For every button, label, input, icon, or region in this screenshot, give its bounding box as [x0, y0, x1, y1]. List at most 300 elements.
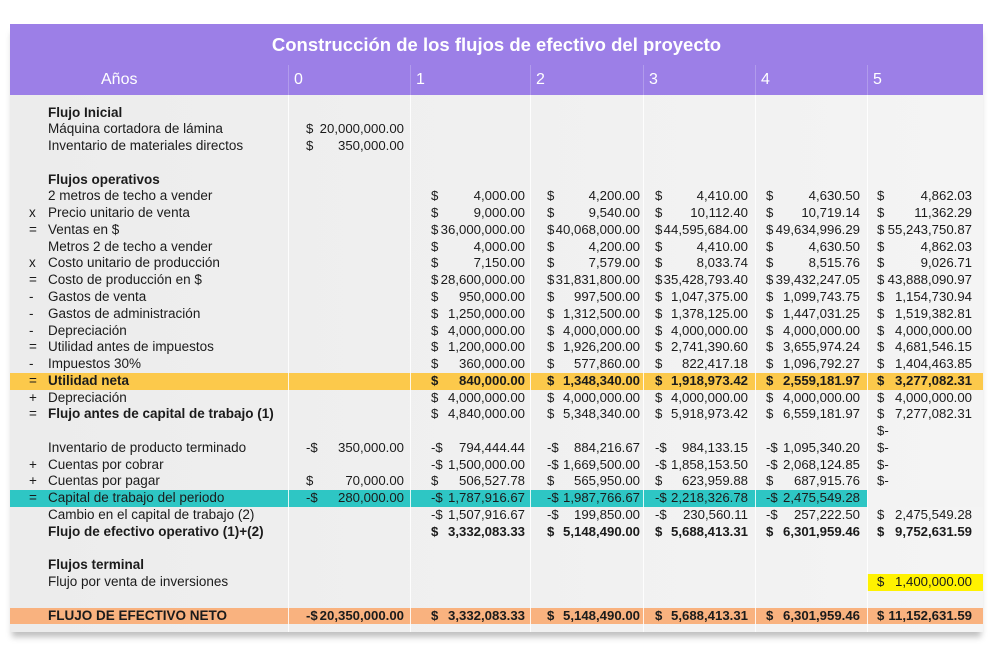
table-body [10, 95, 983, 632]
currency-sign: $ [766, 372, 774, 388]
currency-sign: -$ [655, 506, 667, 522]
cell-value: 4,000,000.00 [562, 322, 640, 338]
cell-year-2 [530, 255, 643, 272]
year-header-1: 1 [410, 65, 530, 95]
row-operator: + [29, 389, 37, 405]
currency-sign: $ [547, 339, 555, 355]
cell-year-1 [410, 323, 530, 340]
cell-value: 28,600,000.00 [440, 272, 525, 288]
cell-value: 4,000,000.00 [447, 389, 525, 405]
cell-value: 794,444.44 [458, 439, 525, 455]
cell-value: 4,000,000.00 [782, 322, 860, 338]
table-row [10, 172, 983, 189]
cell-value: 506,527.78 [458, 473, 525, 489]
cell-year-3 [643, 239, 755, 256]
cell-year-0 [288, 121, 410, 138]
cell-value: 11,152,631.59 [888, 607, 972, 623]
currency-sign: $ [431, 356, 439, 372]
cell-value: 1,095,340.20 [782, 439, 860, 455]
cell-year-3 [643, 121, 755, 138]
cell-value: 4,200.00 [588, 188, 640, 204]
cell-value: 1,669,500.00 [562, 456, 640, 472]
cell-year-2 [530, 356, 643, 373]
currency-sign: $ [547, 188, 555, 204]
currency-sign: $ [547, 238, 555, 254]
cell-value: 1,926,200.00 [562, 339, 640, 355]
cell-value: 7,579.00 [588, 255, 640, 271]
cell-value: 4,000,000.00 [670, 389, 748, 405]
row-label: Gastos de administración [48, 305, 201, 321]
cell-year-4 [755, 188, 867, 205]
cell-year-3 [643, 574, 755, 591]
cell-value: 39,432,247.05 [775, 272, 860, 288]
cell-value: 2,475,549.28 [894, 506, 972, 522]
cell-year-2 [530, 507, 643, 524]
row-label: Ventas en $ [48, 221, 120, 237]
currency-sign: -$ [766, 506, 778, 522]
currency-sign: $ [766, 322, 774, 338]
row-label: Flujos operativos [48, 171, 160, 187]
row-label-cell [10, 155, 288, 172]
cell-year-4 [755, 524, 867, 541]
cell-year-0 [288, 541, 410, 558]
row-label: Depreciación [48, 389, 127, 405]
row-label-cell [10, 172, 288, 189]
row-label-cell [10, 507, 288, 524]
cell-year-1 [410, 541, 530, 558]
cell-year-3 [643, 255, 755, 272]
cell-value: 5,148,490.00 [562, 607, 640, 623]
cell-value: 44,595,684.00 [663, 221, 748, 237]
currency-sign: $ [547, 406, 555, 422]
currency-sign: $ [431, 339, 439, 355]
row-label: Cuentas por pagar [48, 473, 160, 489]
cell-value: 1,200,000.00 [447, 339, 525, 355]
row-label-cell [10, 289, 288, 306]
currency-sign: $ [877, 305, 885, 321]
cell-year-4 [755, 490, 867, 507]
row-label: Gastos de venta [48, 289, 147, 305]
cell-value: 4,000,000.00 [782, 389, 860, 405]
cell-year-2 [530, 457, 643, 474]
cell-year-2 [530, 490, 643, 507]
cell-year-0 [288, 222, 410, 239]
currency-sign: $ [431, 188, 439, 204]
row-label: Capital de trabajo del periodo [48, 490, 225, 506]
currency-sign: $ [877, 389, 885, 405]
row-operator: x [29, 205, 36, 221]
cell-year-3 [643, 608, 755, 625]
currency-sign: -$ [431, 506, 443, 522]
cell-year-3 [643, 205, 755, 222]
row-label: Utilidad neta [48, 372, 130, 388]
row-label: Flujo antes de capital de trabajo (1) [48, 406, 274, 422]
cell-value: 822,417.18 [681, 356, 748, 372]
row-label: Cambio en el capital de trabajo (2) [48, 506, 255, 522]
currency-sign: -$ [655, 456, 667, 472]
cell-value: 9,000.00 [473, 205, 525, 221]
cell-year-1 [410, 121, 530, 138]
cell-year-2 [530, 390, 643, 407]
cell-year-2 [530, 541, 643, 558]
cell-year-3 [643, 473, 755, 490]
currency-sign: -$ [306, 490, 318, 506]
cell-value: 1,787,916.67 [447, 490, 525, 506]
cell-value: 20,350,000.00 [319, 607, 404, 623]
cell-year-0 [288, 557, 410, 574]
currency-sign: -$ [306, 439, 318, 455]
cell-year-3 [643, 373, 755, 390]
row-label: Flujo Inicial [48, 104, 123, 120]
row-operator: - [29, 289, 34, 305]
cell-value: 40,068,000.00 [555, 221, 640, 237]
cell-year-5 [867, 557, 983, 574]
table-row [10, 574, 983, 591]
cell-year-5 [867, 121, 983, 138]
cell-year-5 [867, 490, 983, 507]
cell-year-5 [867, 524, 983, 541]
cell-year-0 [288, 272, 410, 289]
cell-value: 35,428,793.40 [663, 272, 748, 288]
currency-sign: -$ [547, 490, 559, 506]
currency-sign: $ [877, 506, 885, 522]
table-row-spacer [10, 155, 983, 172]
cell-value: 3,332,083.33 [447, 607, 525, 623]
table-row [10, 490, 983, 507]
cell-value: 1,378,125.00 [670, 305, 748, 321]
cell-year-3 [643, 457, 755, 474]
cell-year-5 [867, 541, 983, 558]
table-row [10, 272, 983, 289]
cell-year-4 [755, 541, 867, 558]
table-row [10, 406, 983, 423]
cell-value: 3,655,974.24 [782, 339, 860, 355]
cell-value: 577,860.00 [573, 356, 640, 372]
cell-year-3 [643, 557, 755, 574]
cell-year-2 [530, 339, 643, 356]
currency-sign: $ [766, 205, 774, 221]
table-row [10, 188, 983, 205]
cell-value: 9,540.00 [588, 205, 640, 221]
cell-year-4 [755, 406, 867, 423]
cell-value: 565,950.00 [573, 473, 640, 489]
cell-year-0 [288, 172, 410, 189]
cell-value: 1,987,766.67 [562, 490, 640, 506]
currency-sign: $ [766, 607, 774, 623]
column-divider [755, 95, 756, 632]
cell-year-0 [288, 138, 410, 155]
cell-year-0 [288, 507, 410, 524]
row-label-cell [10, 323, 288, 340]
cell-year-4 [755, 440, 867, 457]
cell-value: 5,918,973.42 [670, 406, 748, 422]
row-label: Depreciación [48, 322, 127, 338]
row-label: Impuestos 30% [48, 356, 142, 372]
cell-year-3 [643, 339, 755, 356]
table-row [10, 423, 983, 440]
cell-year-1 [410, 105, 530, 122]
currency-sign: $ [431, 473, 439, 489]
row-operator: = [29, 221, 37, 237]
row-operator: x [29, 255, 36, 271]
table-row [10, 373, 983, 390]
cell-year-5 [867, 373, 983, 390]
cell-value: 1,400,000.00 [894, 574, 972, 590]
table-row [10, 608, 983, 625]
cell-value: 4,000,000.00 [670, 322, 748, 338]
cell-year-5 [867, 440, 983, 457]
cell-year-5 [867, 507, 983, 524]
currency-sign: $ [877, 188, 885, 204]
row-label-cell [10, 423, 288, 440]
cell-year-2 [530, 323, 643, 340]
cell-value: 257,222.50 [793, 506, 860, 522]
cell-year-1 [410, 608, 530, 625]
currency-sign: $ [877, 406, 885, 422]
cell-year-2 [530, 557, 643, 574]
cell-year-0 [288, 323, 410, 340]
cell-value: 199,850.00 [573, 506, 640, 522]
table-title: Construcción de los flujos de efectivo del proyecto [10, 24, 983, 65]
currency-sign: -$ [431, 490, 443, 506]
cell-value: 1,918,973.42 [670, 372, 748, 388]
cell-year-1 [410, 205, 530, 222]
cell-year-2 [530, 289, 643, 306]
table-row [10, 356, 983, 373]
row-label-cell [10, 339, 288, 356]
cell-value: 2,741,390.60 [670, 339, 748, 355]
currency-sign: $ [547, 389, 555, 405]
cell-year-5 [867, 172, 983, 189]
table-row [10, 105, 983, 122]
currency-sign: $ [431, 289, 439, 305]
row-label-cell [10, 390, 288, 407]
cell-year-2 [530, 121, 643, 138]
cell-year-2 [530, 239, 643, 256]
cell-value: 8,033.74 [696, 255, 748, 271]
table-row-spacer [10, 591, 983, 608]
cell-year-0 [288, 188, 410, 205]
cell-value: 3,277,082.31 [894, 372, 972, 388]
cell-year-4 [755, 356, 867, 373]
cell-year-0 [288, 524, 410, 541]
table-row [10, 138, 983, 155]
cell-year-0 [288, 255, 410, 272]
row-label-cell [10, 138, 288, 155]
currency-sign: $- [877, 473, 889, 489]
currency-sign: $ [547, 523, 555, 539]
cell-year-0 [288, 490, 410, 507]
table-row [10, 507, 983, 524]
cell-year-5 [867, 289, 983, 306]
currency-sign: $ [877, 289, 885, 305]
column-divider [643, 95, 644, 632]
cell-value: 10,112.40 [690, 205, 748, 221]
table-row [10, 255, 983, 272]
cell-value: 4,000.00 [473, 188, 525, 204]
currency-sign: $ [431, 372, 439, 388]
cell-year-2 [530, 138, 643, 155]
cell-value: 4,862.03 [920, 238, 972, 254]
cell-value: 4,630.50 [808, 238, 860, 254]
cell-value: 984,133.15 [681, 439, 748, 455]
cell-year-2 [530, 608, 643, 625]
row-label: Inventario de materiales directos [48, 138, 244, 154]
currency-sign: $ [766, 473, 774, 489]
currency-sign: $ [766, 305, 774, 321]
cell-year-4 [755, 339, 867, 356]
cell-year-1 [410, 574, 530, 591]
cell-year-5 [867, 390, 983, 407]
cell-year-2 [530, 188, 643, 205]
cell-value: 4,862.03 [920, 188, 972, 204]
cell-year-2 [530, 272, 643, 289]
currency-sign: $ [431, 305, 439, 321]
table-row [10, 524, 983, 541]
cell-value: 997,500.00 [573, 289, 640, 305]
currency-sign: $ [431, 221, 439, 237]
cell-value: 2,068,124.85 [782, 456, 860, 472]
currency-sign: $ [766, 389, 774, 405]
currency-sign: $ [547, 372, 555, 388]
cell-value: 5,348,340.00 [562, 406, 640, 422]
cell-value: 350,000.00 [337, 439, 404, 455]
row-label: 2 metros de techo a vender [48, 188, 213, 204]
currency-sign: $ [431, 607, 439, 623]
cell-value: 1,099,743.75 [782, 289, 860, 305]
cell-value: 70,000.00 [345, 473, 404, 489]
cell-year-1 [410, 591, 530, 608]
row-operator: = [29, 372, 37, 388]
currency-sign: $ [655, 356, 663, 372]
cell-year-0 [288, 339, 410, 356]
cell-value: 4,000,000.00 [447, 322, 525, 338]
table-row [10, 289, 983, 306]
cell-year-1 [410, 188, 530, 205]
cell-year-2 [530, 205, 643, 222]
currency-sign: $ [766, 339, 774, 355]
row-label-cell [10, 373, 288, 390]
cell-year-5 [867, 222, 983, 239]
cell-year-1 [410, 440, 530, 457]
currency-sign: $ [766, 523, 774, 539]
cell-year-5 [867, 457, 983, 474]
cell-year-0 [288, 473, 410, 490]
year-header-4: 4 [755, 65, 867, 95]
currency-sign: $ [306, 121, 314, 137]
cell-value: 1,404,463.85 [894, 356, 972, 372]
cell-value: 4,681,546.15 [894, 339, 972, 355]
cell-year-3 [643, 423, 755, 440]
cell-year-2 [530, 473, 643, 490]
row-label: Costo unitario de producción [48, 255, 220, 271]
cell-year-4 [755, 557, 867, 574]
currency-sign: $ [766, 272, 774, 288]
currency-sign: $ [306, 473, 314, 489]
cell-year-4 [755, 121, 867, 138]
cell-year-0 [288, 574, 410, 591]
currency-sign: $ [766, 188, 774, 204]
cell-year-5 [867, 155, 983, 172]
cell-value: 280,000.00 [337, 490, 404, 506]
cell-year-3 [643, 406, 755, 423]
cell-value: 4,000.00 [473, 238, 525, 254]
cell-year-3 [643, 541, 755, 558]
currency-sign: $ [655, 272, 663, 288]
cell-year-3 [643, 490, 755, 507]
currency-sign: $ [655, 238, 663, 254]
year-header-2: 2 [530, 65, 643, 95]
cell-year-0 [288, 608, 410, 625]
currency-sign: $ [877, 272, 885, 288]
cell-value: 2,218,326.78 [670, 490, 748, 506]
row-label-cell [10, 188, 288, 205]
currency-sign: $ [877, 356, 885, 372]
cell-year-4 [755, 457, 867, 474]
cell-year-2 [530, 373, 643, 390]
row-label: FLUJO DE EFECTIVO NETO [48, 607, 228, 623]
cell-year-1 [410, 172, 530, 189]
cell-year-4 [755, 323, 867, 340]
currency-sign: $ [766, 255, 774, 271]
cell-year-3 [643, 507, 755, 524]
cell-year-4 [755, 155, 867, 172]
cell-value: 36,000,000.00 [440, 221, 525, 237]
cell-year-2 [530, 172, 643, 189]
cell-year-0 [288, 356, 410, 373]
cell-value: 1,154,730.94 [894, 289, 972, 305]
cell-value: 6,301,959.46 [782, 523, 860, 539]
row-label-cell [10, 608, 288, 625]
row-operator: - [29, 356, 34, 372]
cell-year-4 [755, 239, 867, 256]
row-operator: - [29, 322, 34, 338]
cell-year-0 [288, 239, 410, 256]
cell-year-3 [643, 390, 755, 407]
cell-year-2 [530, 222, 643, 239]
cell-year-2 [530, 574, 643, 591]
cell-value: 4,000,000.00 [562, 389, 640, 405]
column-divider [288, 95, 289, 632]
cell-value: 350,000.00 [337, 138, 404, 154]
cell-year-0 [288, 289, 410, 306]
cell-year-3 [643, 138, 755, 155]
cell-value: 9,026.71 [920, 255, 972, 271]
cell-year-3 [643, 222, 755, 239]
row-label-cell [10, 356, 288, 373]
cell-year-1 [410, 406, 530, 423]
cell-year-1 [410, 155, 530, 172]
cell-year-3 [643, 188, 755, 205]
currency-sign: $ [431, 523, 439, 539]
currency-sign: $ [655, 406, 663, 422]
cell-year-4 [755, 473, 867, 490]
cell-year-2 [530, 306, 643, 323]
row-label-cell [10, 574, 288, 591]
cell-value: 4,630.50 [808, 188, 860, 204]
table-row [10, 205, 983, 222]
cell-year-5 [867, 608, 983, 625]
currency-sign: $ [655, 322, 663, 338]
currency-sign: $ [877, 574, 885, 590]
cell-year-1 [410, 306, 530, 323]
cell-value: 7,277,082.31 [894, 406, 972, 422]
cell-value: 4,410.00 [696, 238, 748, 254]
cell-year-1 [410, 255, 530, 272]
row-operator: = [29, 406, 37, 422]
currency-sign: $ [306, 138, 314, 154]
cell-year-2 [530, 155, 643, 172]
